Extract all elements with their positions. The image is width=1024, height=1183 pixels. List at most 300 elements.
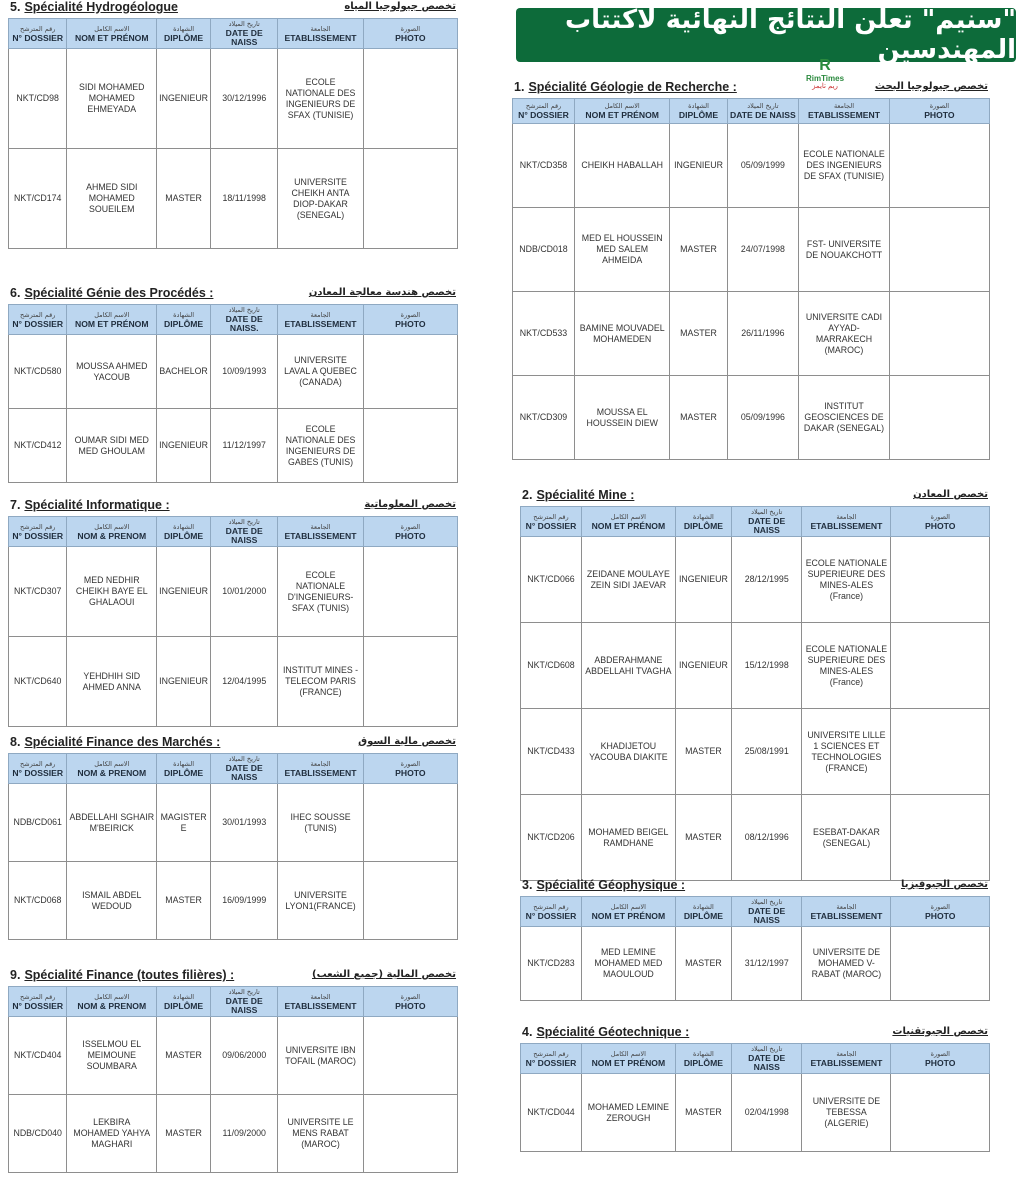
section-geophysique (520, 878, 990, 1001)
section-title (10, 968, 234, 982)
column-header-arabic: الشهادة (688, 102, 709, 110)
section-header (8, 735, 458, 753)
column-header-nom (67, 19, 157, 49)
table-row (9, 862, 458, 940)
logo-sub: ريم تايمز (812, 83, 838, 90)
cell-date: 26/11/1996 (727, 292, 799, 376)
column-header-label: PHOTO (925, 1057, 956, 1068)
cell-date: 30/12/1996 (211, 49, 278, 149)
column-header-label: DATE DE NAISS (225, 763, 263, 782)
column-header-label: N° DOSSIER (525, 1057, 577, 1068)
column-header-nom (581, 507, 675, 537)
cell-date: 16/09/1999 (211, 862, 278, 940)
column-header-arabic: الاسم الكامل (94, 992, 130, 1001)
section-finance-toutes (8, 968, 458, 1173)
left-column (0, 0, 470, 1183)
cell-date: 11/12/1997 (211, 409, 278, 483)
column-header-label: DIPLÔME (164, 1000, 204, 1011)
column-header-arabic: رقم المترشح (533, 902, 569, 911)
column-header-arabic: الصورة (400, 759, 420, 768)
column-header-label: DIPLÔME (683, 910, 723, 921)
cell-dossier: NKT/CD309 (513, 376, 575, 460)
section-genie-procedes (8, 286, 458, 483)
cell-etab: ECOLE NATIONALE DES INGENIEURS DE GABES (TUNIS) (278, 409, 363, 483)
section-name: Spécialité Hydrogéologue (24, 0, 178, 14)
column-header-dossier (513, 99, 575, 124)
cell-diplome: INGENIEUR (157, 409, 211, 483)
column-header-label: NOM ET PRÉNOM (591, 520, 666, 531)
cell-dossier: NKT/CD044 (521, 1074, 582, 1152)
cell-dossier: NKT/CD206 (521, 795, 582, 881)
column-header-label: N° DOSSIER (12, 32, 64, 43)
column-header-arabic: الجامعة (310, 992, 331, 1001)
column-header-arabic: الجامعة (310, 522, 331, 531)
section-arabic-title: تخصص هندسة معالجة المعادن (308, 287, 456, 298)
column-header-label: NOM ET PRÉNOM (585, 110, 659, 120)
table-header-row (521, 1044, 990, 1074)
column-header-photo (891, 897, 990, 927)
results-table (512, 98, 990, 460)
cell-etab: ESEBAT-DAKAR (SENEGAL) (802, 795, 891, 881)
column-header-label: DATE DE NAISS (748, 906, 786, 925)
right-column (486, 0, 1024, 1183)
column-header-arabic: الاسم الكامل (610, 1049, 646, 1058)
cell-photo (363, 335, 457, 409)
cell-nom: BAMINE MOUVADEL MOHAMEDEN (575, 292, 670, 376)
cell-diplome: MASTER (675, 1074, 731, 1152)
column-header-label: DATE DE NAISS (748, 1053, 786, 1072)
cell-photo (363, 784, 457, 862)
cell-photo (889, 292, 989, 376)
cell-dossier: NKT/CD608 (521, 623, 582, 709)
cell-photo (363, 1095, 457, 1173)
cell-date: 05/09/1999 (727, 124, 799, 208)
column-header-date (211, 19, 278, 49)
cell-date: 28/12/1995 (732, 537, 802, 623)
cell-diplome: MASTER (157, 1095, 211, 1173)
cell-diplome: MASTER (675, 927, 731, 1001)
table-row (513, 124, 990, 208)
column-header-arabic: الاسم الكامل (610, 902, 646, 911)
cell-nom: SIDI MOHAMED MOHAMED EHMEYADA (67, 49, 157, 149)
column-header-label: PHOTO (395, 767, 426, 778)
cell-nom: CHEIKH HABALLAH (575, 124, 670, 208)
section-geologie-recherche (512, 80, 990, 460)
column-header-arabic: تاريخ الميلاد (751, 508, 783, 516)
cell-photo (891, 927, 990, 1001)
column-header-arabic: الجامعة (310, 759, 331, 768)
section-arabic-title: تخصص المالية (جميع الشعب) (312, 969, 456, 980)
column-header-photo (363, 19, 457, 49)
banner-title: "سنيم" تعلن النتائج النهائية لاكتتاب المهندسين (564, 5, 1016, 65)
column-header-label: NOM ET PRÉNOM (74, 32, 149, 43)
column-header-date (727, 99, 799, 124)
column-header-arabic: تاريخ الميلاد (228, 988, 260, 996)
logo-mark: R (819, 57, 831, 74)
column-header-arabic: الاسم الكامل (94, 759, 130, 768)
section-header (8, 498, 458, 516)
cell-etab: UNIVERSITE DE TEBESSA (ALGERIE) (802, 1074, 891, 1152)
column-header-label: ETABLISSEMENT (810, 1057, 883, 1068)
column-header-photo (889, 99, 989, 124)
cell-dossier: NKT/CD068 (9, 862, 67, 940)
column-header-arabic: الجامعة (310, 310, 331, 319)
section-header (520, 878, 990, 896)
cell-date: 11/09/2000 (211, 1095, 278, 1173)
table-row (521, 1074, 990, 1152)
results-table (8, 986, 458, 1173)
cell-nom: YEHDHIH SID AHMED ANNA (67, 637, 157, 727)
column-header-label: NOM ET PRÉNOM (591, 1057, 666, 1068)
section-finance-marches (8, 735, 458, 940)
section-name: Spécialité Géologie de Recherche : (528, 80, 737, 94)
section-mine (520, 488, 990, 881)
cell-nom: MED NEDHIR CHEIKH BAYE EL GHALAOUI (67, 547, 157, 637)
section-name: Spécialité Géophysique : (536, 878, 686, 892)
cell-etab: FST- UNIVERSITE DE NOUAKCHOTT (799, 208, 890, 292)
cell-dossier: NDB/CD018 (513, 208, 575, 292)
column-header-etab (278, 305, 363, 335)
cell-etab: ECOLE NATIONALE D'INGENIEURS- SFAX (TUNIS) (278, 547, 363, 637)
cell-photo (363, 49, 457, 149)
column-header-label: ETABLISSEMENT (810, 520, 883, 531)
cell-date: 10/01/2000 (211, 547, 278, 637)
column-header-label: ETABLISSEMENT (808, 110, 880, 120)
column-header-photo (363, 305, 457, 335)
section-title (522, 488, 634, 502)
column-header-label: ETABLISSEMENT (284, 32, 357, 43)
results-table (8, 753, 458, 940)
cell-dossier: NDB/CD061 (9, 784, 67, 862)
column-header-arabic: تاريخ الميلاد (747, 102, 779, 110)
section-header (512, 80, 990, 98)
column-header-label: DATE DE NAISS. (225, 314, 263, 333)
column-header-dossier (521, 897, 582, 927)
column-header-photo (891, 507, 990, 537)
section-header (8, 286, 458, 304)
column-header-photo (363, 517, 457, 547)
cell-etab: UNIVERSITE CADI AYYAD- MARRAKECH (MAROC) (799, 292, 890, 376)
cell-diplome: MASTER (157, 1017, 211, 1095)
cell-photo (891, 709, 990, 795)
column-header-arabic: الصورة (929, 102, 950, 110)
section-name: Spécialité Finance (toutes filières) : (24, 968, 235, 982)
cell-date: 30/01/1993 (211, 784, 278, 862)
table-row (9, 49, 458, 149)
section-number: 2. (522, 488, 533, 502)
results-table (520, 896, 990, 1001)
cell-etab: INSTITUT GEOSCIENCES DE DAKAR (SENEGAL) (799, 376, 890, 460)
section-arabic-title: تخصص جيولوجيا المياه (344, 1, 456, 12)
table-row (9, 1017, 458, 1095)
column-header-arabic: الاسم الكامل (94, 24, 130, 33)
table-row (513, 208, 990, 292)
column-header-label: PHOTO (925, 910, 956, 921)
column-header-label: DIPLÔME (164, 32, 204, 43)
table-header-row (9, 19, 458, 49)
column-header-arabic: رقم المترشح (19, 992, 56, 1001)
column-header-arabic: الجامعة (310, 24, 331, 33)
column-header-photo (891, 1044, 990, 1074)
cell-photo (363, 149, 457, 249)
table-row (9, 637, 458, 727)
column-header-arabic: رقم المترشح (533, 512, 569, 521)
cell-photo (889, 124, 989, 208)
cell-dossier: NKT/CD066 (521, 537, 582, 623)
cell-nom: ABDELLAHI SGHAIR M'BEIRICK (67, 784, 157, 862)
column-header-arabic: الجامعة (836, 512, 857, 521)
cell-diplome: INGENIEUR (670, 124, 727, 208)
table-header-row (9, 305, 458, 335)
column-header-dossier (521, 507, 582, 537)
table-row (513, 292, 990, 376)
cell-dossier: NDB/CD040 (9, 1095, 67, 1173)
column-header-arabic: الشهادة (692, 902, 714, 911)
cell-nom: MOHAMED LEMINE ZEROUGH (581, 1074, 675, 1152)
section-hydrogeologue (8, 0, 458, 249)
section-title (522, 878, 685, 892)
column-header-label: PHOTO (395, 318, 426, 329)
column-header-arabic: الشهادة (173, 24, 195, 33)
column-header-arabic: الاسم الكامل (604, 102, 640, 110)
cell-date: 18/11/1998 (211, 149, 278, 249)
table-row (513, 376, 990, 460)
column-header-label: NOM & PRENOM (77, 530, 147, 541)
cell-date: 02/04/1998 (732, 1074, 802, 1152)
column-header-arabic: الصورة (400, 992, 420, 1001)
column-header-arabic: الشهادة (173, 992, 195, 1001)
section-geotechnique (520, 1025, 990, 1152)
cell-date: 05/09/1996 (727, 376, 799, 460)
column-header-etab (278, 19, 363, 49)
column-header-nom (575, 99, 670, 124)
cell-etab: IHEC SOUSSE (TUNIS) (278, 784, 363, 862)
cell-diplome: INGENIEUR (675, 537, 731, 623)
column-header-arabic: رقم المترشح (19, 759, 56, 768)
section-name: Spécialité Géotechnique : (536, 1025, 690, 1039)
cell-etab: UNIVERSITE LILLE 1 SCIENCES ET TECHNOLOGIES (FRANCE) (802, 709, 891, 795)
column-header-arabic: تاريخ الميلاد (751, 898, 783, 906)
column-header-label: DATE DE NAISS (225, 526, 263, 545)
table-header-row (9, 517, 458, 547)
column-header-arabic: تاريخ الميلاد (751, 1045, 783, 1053)
cell-etab: UNIVERSITE LAVAL A QUEBEC (CANADA) (278, 335, 363, 409)
cell-diplome: INGENIEUR (157, 547, 211, 637)
column-header-arabic: الشهادة (173, 310, 195, 319)
column-header-date (211, 987, 278, 1017)
column-header-arabic: الصورة (400, 522, 420, 531)
section-header (520, 488, 990, 506)
cell-etab: ECOLE NATIONALE DES INGENIEURS DE SFAX (TUNISIE) (278, 49, 363, 149)
column-header-label: PHOTO (395, 1000, 426, 1011)
column-header-arabic: الجامعة (836, 1049, 857, 1058)
column-header-arabic: تاريخ الميلاد (228, 20, 260, 28)
section-arabic-title: تخصص المعلوماتية (364, 499, 456, 510)
cell-photo (889, 376, 989, 460)
column-header-date (211, 754, 278, 784)
cell-photo (363, 637, 457, 727)
cell-etab: ECOLE NATIONALE SUPERIEURE DES MINES-ALES (France) (802, 623, 891, 709)
cell-diplome: MASTER (670, 208, 727, 292)
column-header-arabic: الشهادة (692, 512, 714, 521)
table-row (9, 335, 458, 409)
cell-photo (889, 208, 989, 292)
column-header-diplome (157, 19, 211, 49)
section-arabic-title: تخصص مالية السوق (358, 736, 456, 747)
section-title (514, 80, 737, 94)
table-row (9, 409, 458, 483)
cell-nom: OUMAR SIDI MED MED GHOULAM (67, 409, 157, 483)
section-header (8, 0, 458, 18)
cell-diplome: MASTER (157, 862, 211, 940)
cell-diplome: INGENIEUR (157, 49, 211, 149)
cell-dossier: NKT/CD358 (513, 124, 575, 208)
cell-dossier: NKT/CD404 (9, 1017, 67, 1095)
column-header-arabic: الصورة (400, 24, 420, 33)
column-header-arabic: الصورة (930, 902, 950, 911)
column-header-dossier (521, 1044, 582, 1074)
section-name: Spécialité Informatique : (24, 498, 170, 512)
column-header-diplome (157, 754, 211, 784)
column-header-arabic: رقم المترشح (525, 102, 562, 110)
cell-date: 10/09/1993 (211, 335, 278, 409)
cell-etab: UNIVERSITE LYON1(FRANCE) (278, 862, 363, 940)
logo-name: RimTimes (805, 74, 845, 83)
column-header-nom (67, 305, 157, 335)
cell-nom: MOUSSA EL HOUSSEIN DIEW (575, 376, 670, 460)
column-header-label: PHOTO (924, 110, 955, 120)
column-header-dossier (9, 987, 67, 1017)
cell-diplome: MASTER (670, 376, 727, 460)
column-header-label: DIPLÔME (164, 767, 204, 778)
cell-dossier: NKT/CD640 (9, 637, 67, 727)
cell-etab: ECOLE NATIONALE SUPERIEURE DES MINES-ALES (France) (802, 537, 891, 623)
column-header-photo (363, 987, 457, 1017)
table-row (521, 537, 990, 623)
column-header-label: DIPLÔME (678, 110, 719, 120)
table-row (9, 1095, 458, 1173)
cell-nom: MOHAMED BEIGEL RAMDHANE (581, 795, 675, 881)
column-header-nom (67, 987, 157, 1017)
column-header-diplome (157, 305, 211, 335)
cell-etab: ECOLE NATIONALE DES INGENIEURS DE SFAX (TUNISIE) (799, 124, 890, 208)
cell-etab: UNIVERSITE LE MENS RABAT (MAROC) (278, 1095, 363, 1173)
column-header-label: NOM & PRENOM (77, 1000, 147, 1011)
column-header-nom (67, 754, 157, 784)
column-header-arabic: الصورة (930, 512, 950, 521)
column-header-arabic: الاسم الكامل (94, 522, 130, 531)
column-header-dossier (9, 19, 67, 49)
column-header-nom (581, 897, 675, 927)
column-header-label: N° DOSSIER (12, 767, 64, 778)
table-row (9, 149, 458, 249)
column-header-etab (799, 99, 890, 124)
cell-nom: ABDERAHMANE ABDELLAHI TVAGHA (581, 623, 675, 709)
cell-date: 24/07/1998 (727, 208, 799, 292)
cell-etab: INSTITUT MINES - TELECOM PARIS (FRANCE) (278, 637, 363, 727)
section-number: 5. (10, 0, 21, 14)
column-header-label: N° DOSSIER (525, 910, 577, 921)
column-header-arabic: الصورة (400, 310, 420, 319)
table-row (9, 547, 458, 637)
column-header-etab (278, 987, 363, 1017)
table-header-row (521, 507, 990, 537)
column-header-label: N° DOSSIER (525, 520, 577, 531)
cell-nom: ZEIDANE MOULAYE ZEIN SIDI JAEVAR (581, 537, 675, 623)
column-header-arabic: رقم المترشح (19, 310, 56, 319)
cell-diplome: BACHELOR (157, 335, 211, 409)
column-header-label: NOM ET PRÉNOM (591, 910, 666, 921)
section-header (520, 1025, 990, 1043)
column-header-date (732, 897, 802, 927)
column-header-arabic: الاسم الكامل (94, 310, 130, 319)
column-header-diplome (670, 99, 727, 124)
cell-photo (363, 547, 457, 637)
column-header-diplome (675, 897, 731, 927)
section-title (10, 0, 178, 14)
column-header-label: ETABLISSEMENT (810, 910, 883, 921)
column-header-date (732, 1044, 802, 1074)
column-header-label: N° DOSSIER (12, 530, 64, 541)
cell-nom: ISMAIL ABDEL WEDOUD (67, 862, 157, 940)
column-header-label: DIPLÔME (683, 520, 723, 531)
section-number: 8. (10, 735, 21, 749)
column-header-arabic: رقم المترشح (533, 1049, 569, 1058)
cell-diplome: MASTER (670, 292, 727, 376)
column-header-etab (802, 897, 891, 927)
cell-date: 12/04/1995 (211, 637, 278, 727)
cell-photo (891, 537, 990, 623)
table-row (521, 623, 990, 709)
column-header-arabic: تاريخ الميلاد (228, 755, 260, 763)
table-header-row (521, 897, 990, 927)
results-table (8, 304, 458, 483)
column-header-label: DATE DE NAISS (225, 28, 263, 47)
column-header-label: ETABLISSEMENT (284, 1000, 357, 1011)
column-header-label: ETABLISSEMENT (284, 530, 357, 541)
section-title (10, 498, 170, 512)
column-header-arabic: تاريخ الميلاد (228, 518, 260, 526)
column-header-label: N° DOSSIER (12, 1000, 64, 1011)
section-title (522, 1025, 689, 1039)
column-header-label: DATE DE NAISS (748, 516, 786, 535)
cell-diplome: INGENIEUR (675, 623, 731, 709)
column-header-dossier (9, 517, 67, 547)
table-row (521, 795, 990, 881)
column-header-arabic: الشهادة (692, 1049, 714, 1058)
column-header-diplome (675, 1044, 731, 1074)
column-header-diplome (157, 987, 211, 1017)
cell-photo (891, 623, 990, 709)
cell-date: 08/12/1996 (732, 795, 802, 881)
cell-date: 25/08/1991 (732, 709, 802, 795)
column-header-label: PHOTO (395, 530, 426, 541)
cell-photo (363, 409, 457, 483)
section-arabic-title: تخصص الجيوفيزيا (900, 879, 988, 890)
cell-dossier: NKT/CD307 (9, 547, 67, 637)
column-header-date (732, 507, 802, 537)
section-arabic-title: تخصص الجيوتقنيات (892, 1026, 988, 1037)
cell-nom: KHADIJETOU YACOUBA DIAKITE (581, 709, 675, 795)
cell-nom: ISSELMOU EL MEIMOUNE SOUMBARA (67, 1017, 157, 1095)
cell-dossier: NKT/CD174 (9, 149, 67, 249)
cell-photo (891, 1074, 990, 1152)
cell-etab: UNIVERSITE IBN TOFAIL (MAROC) (278, 1017, 363, 1095)
cell-dossier: NKT/CD533 (513, 292, 575, 376)
section-number: 3. (522, 878, 533, 892)
column-header-etab (278, 754, 363, 784)
section-name: Spécialité Génie des Procédés : (24, 286, 214, 300)
